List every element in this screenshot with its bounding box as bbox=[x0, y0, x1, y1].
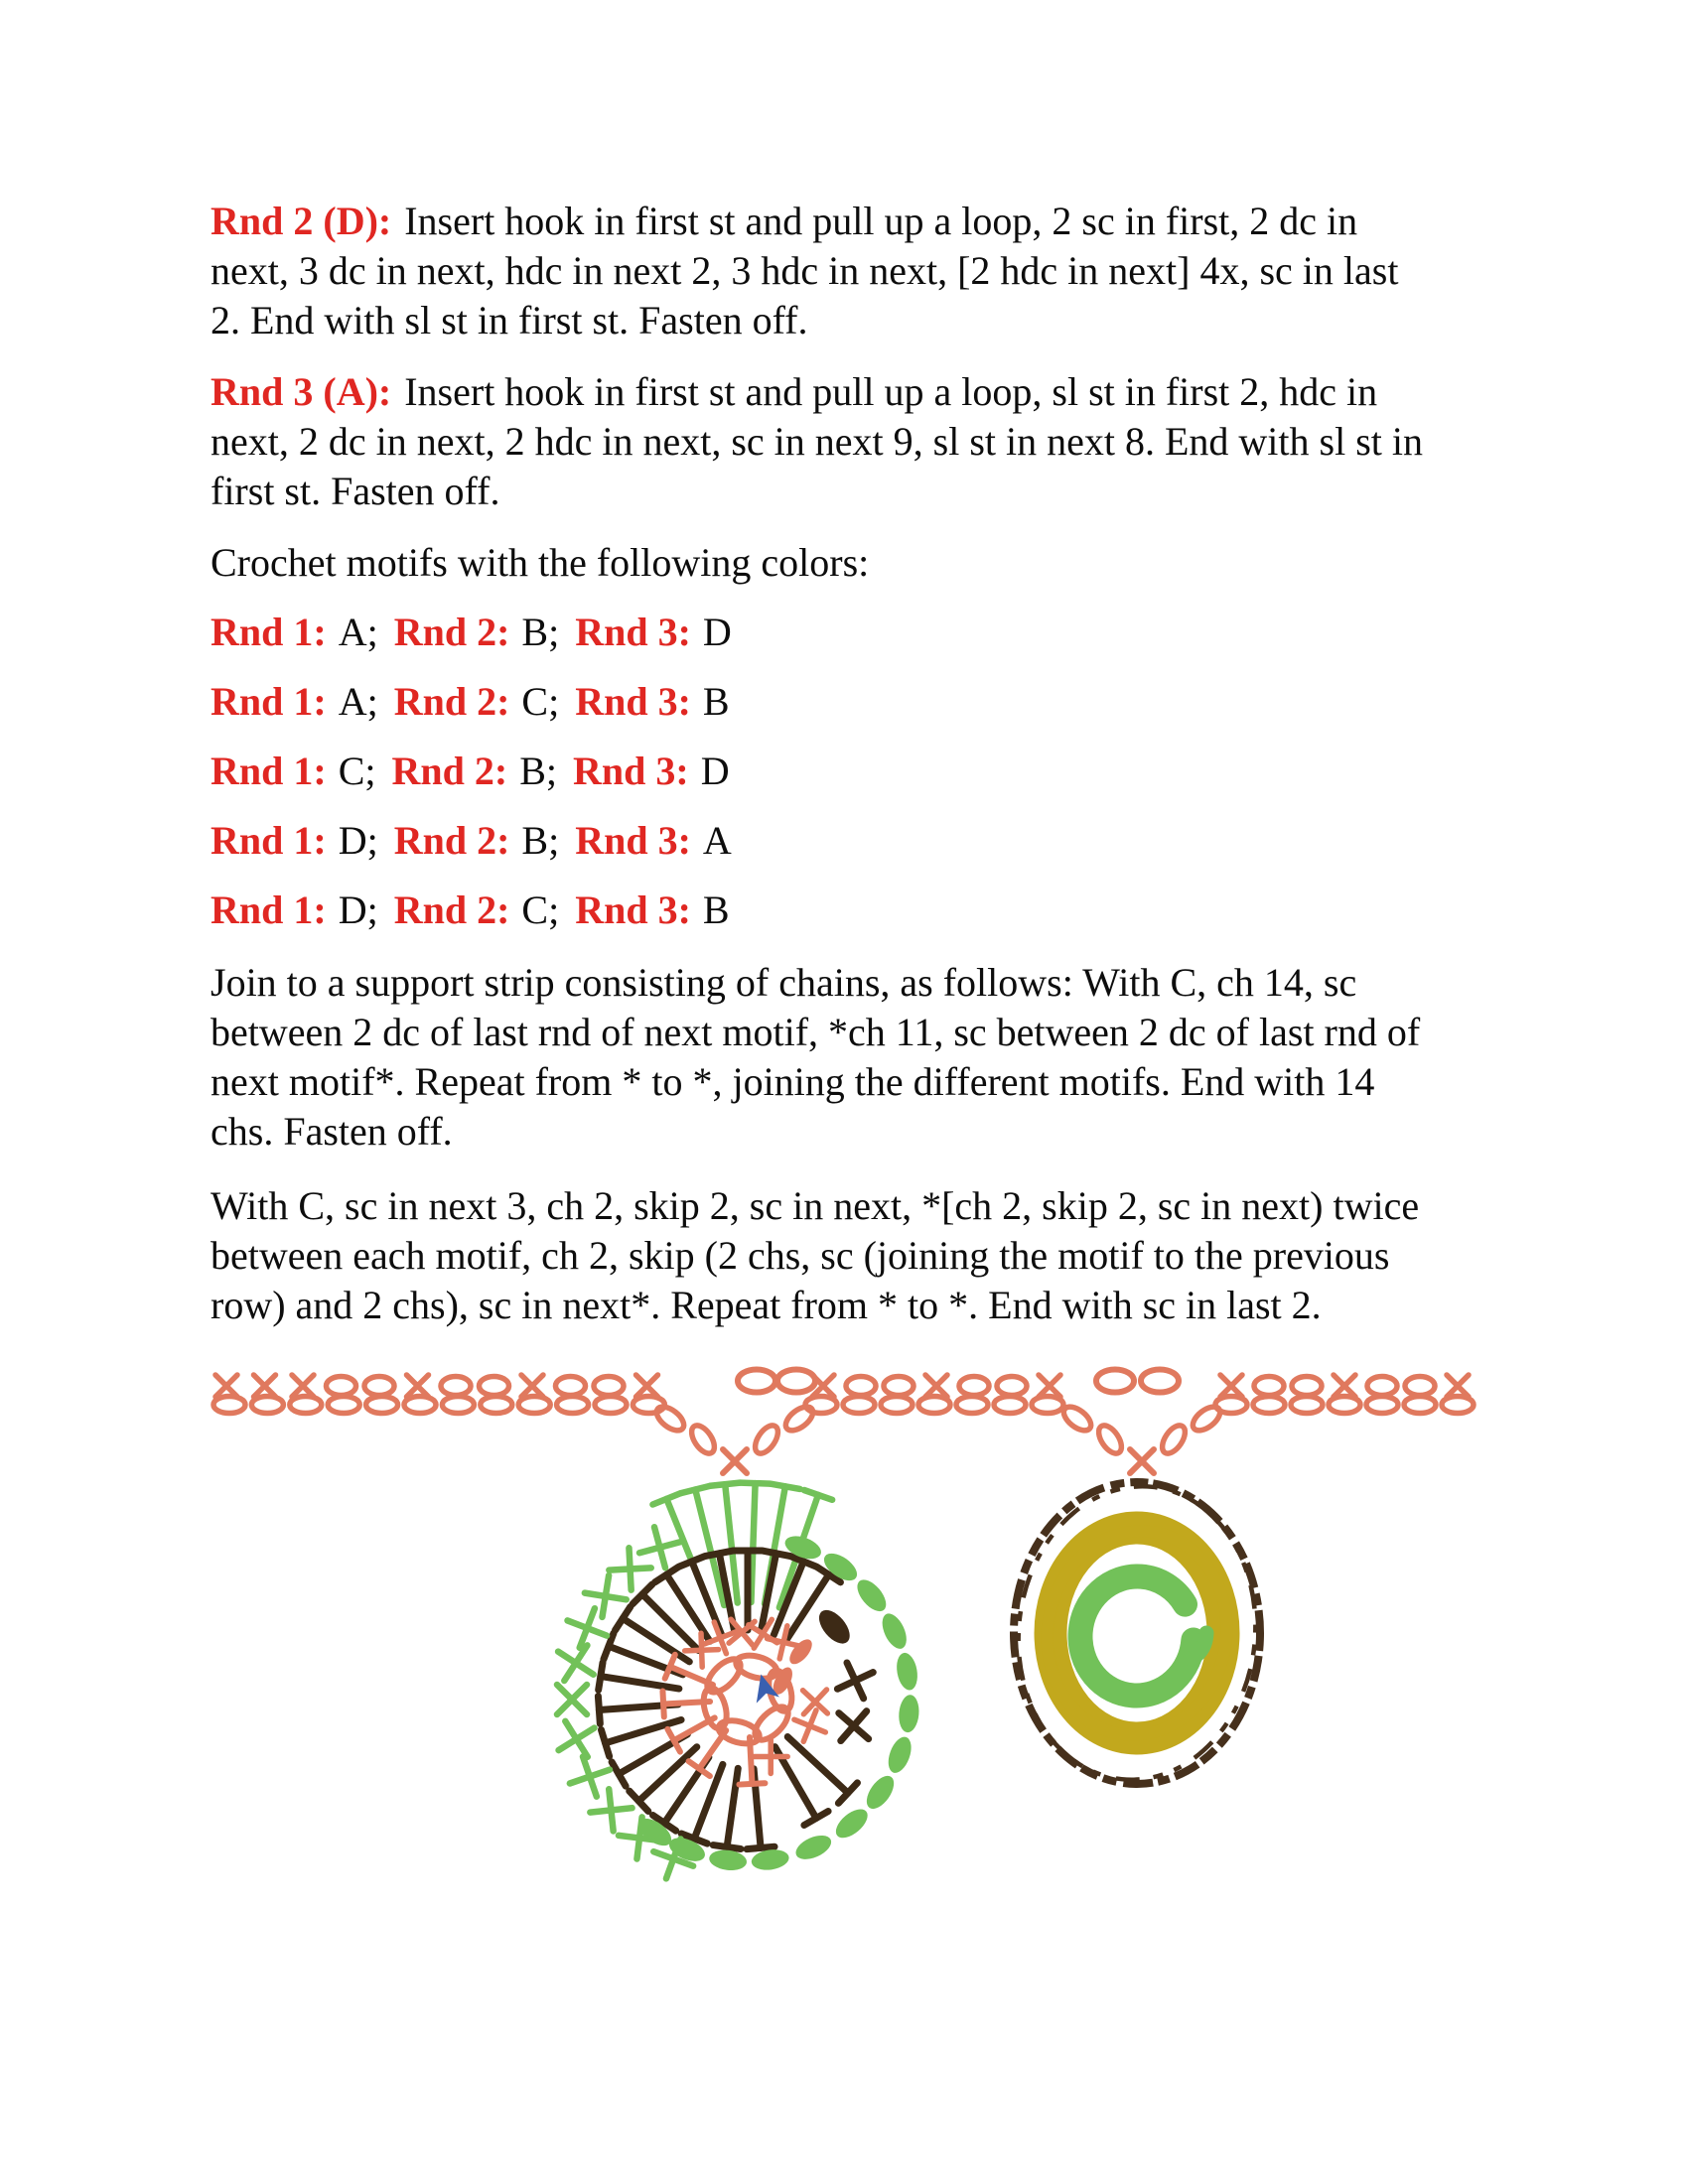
join-line-1: Join to a support strip consisting of chains, as follows: With C, ch 14, sc bbox=[211, 960, 1357, 1005]
text-line bbox=[211, 367, 1521, 417]
round-label: Rnd 3: bbox=[575, 818, 691, 863]
rnd2-label: Rnd 2 (D): bbox=[211, 199, 392, 243]
color-assignment-row bbox=[211, 816, 748, 866]
join-line-4: chs. Fasten off. bbox=[211, 1109, 453, 1154]
round-label: Rnd 1: bbox=[211, 679, 327, 724]
color-value: B; bbox=[521, 818, 560, 863]
withc-line-1: With C, sc in next 3, ch 2, skip 2, sc in next, *[ch 2, skip 2, sc in next) twice bbox=[211, 1183, 1420, 1228]
color-value: D bbox=[700, 749, 730, 793]
color-assignment-row bbox=[211, 677, 746, 727]
color-assignment-row bbox=[211, 886, 746, 935]
round-label: Rnd 2: bbox=[393, 818, 510, 863]
round-label: Rnd 2: bbox=[393, 610, 510, 654]
color-value: D; bbox=[338, 887, 378, 932]
color-assignment-row bbox=[211, 608, 748, 657]
motif-chart bbox=[557, 1483, 920, 1879]
round-label: Rnd 1: bbox=[211, 887, 327, 932]
paragraph-rnd3 bbox=[211, 367, 1521, 516]
join-line-3: next motif*. Repeat from * to *, joining the different motifs. End with 14 bbox=[211, 1059, 1375, 1104]
color-value: C; bbox=[521, 679, 560, 724]
paragraph-rnd2 bbox=[211, 197, 1521, 345]
rnd2-line-1: Insert hook in first st and pull up a loop, 2 sc in first, 2 dc in bbox=[404, 199, 1358, 243]
color-value: B bbox=[702, 887, 730, 932]
round-label: Rnd 3: bbox=[575, 887, 691, 932]
color-value: D; bbox=[338, 818, 378, 863]
paragraph-join bbox=[211, 958, 1521, 1157]
round-label: Rnd 3: bbox=[575, 679, 691, 724]
color-value: D bbox=[702, 610, 732, 654]
motif-photo bbox=[1004, 1474, 1270, 1791]
paragraph-with-c bbox=[211, 1181, 1521, 1330]
round-label: Rnd 2: bbox=[393, 679, 510, 724]
round-label: Rnd 1: bbox=[211, 749, 327, 793]
round-label: Rnd 1: bbox=[211, 610, 327, 654]
color-value: A; bbox=[338, 679, 378, 724]
text-line bbox=[211, 197, 1521, 246]
paragraph-colors-intro bbox=[211, 538, 1521, 588]
join-line-2: between 2 dc of last rnd of next motif, *ch 11, sc between 2 dc of last rnd of bbox=[211, 1010, 1421, 1054]
support-strip bbox=[213, 1370, 1474, 1474]
round-label: Rnd 3: bbox=[573, 749, 689, 793]
color-value: B; bbox=[521, 610, 560, 654]
colors-intro-text: Crochet motifs with the following colors: bbox=[211, 540, 870, 585]
round-label: Rnd 2: bbox=[393, 887, 510, 932]
withc-line-2: between each motif, ch 2, skip (2 chs, sc (joining the motif to the previous bbox=[211, 1233, 1390, 1278]
rnd3-line-3: first st. Fasten off. bbox=[211, 469, 500, 513]
color-assignment-row bbox=[211, 747, 746, 796]
rnd3-line-1: Insert hook in first st and pull up a loop, sl st in first 2, hdc in bbox=[404, 369, 1378, 414]
start-arrow-icon bbox=[750, 1671, 779, 1703]
rnd3-line-2: next, 2 dc in next, 2 hdc in next, sc in next 9, sl st in next 8. End with sl st in bbox=[211, 419, 1423, 464]
rnd2-line-2: next, 3 dc in next, hdc in next 2, 3 hdc in next, [2 hdc in next] 4x, sc in last bbox=[211, 248, 1399, 293]
round-label: Rnd 3: bbox=[575, 610, 691, 654]
color-value: C; bbox=[521, 887, 560, 932]
rnd3-label: Rnd 3 (A): bbox=[211, 369, 392, 414]
round-label: Rnd 2: bbox=[391, 749, 508, 793]
round-label: Rnd 1: bbox=[211, 818, 327, 863]
color-value: B bbox=[702, 679, 730, 724]
color-value: A; bbox=[338, 610, 378, 654]
color-value: B; bbox=[519, 749, 557, 793]
withc-line-3: row) and 2 chs), sc in next*. Repeat from * to *. End with sc in last 2. bbox=[211, 1283, 1322, 1327]
rnd2-line-3: 2. End with sl st in first st. Fasten off. bbox=[211, 298, 808, 342]
color-value: A bbox=[702, 818, 732, 863]
color-value: C; bbox=[338, 749, 376, 793]
